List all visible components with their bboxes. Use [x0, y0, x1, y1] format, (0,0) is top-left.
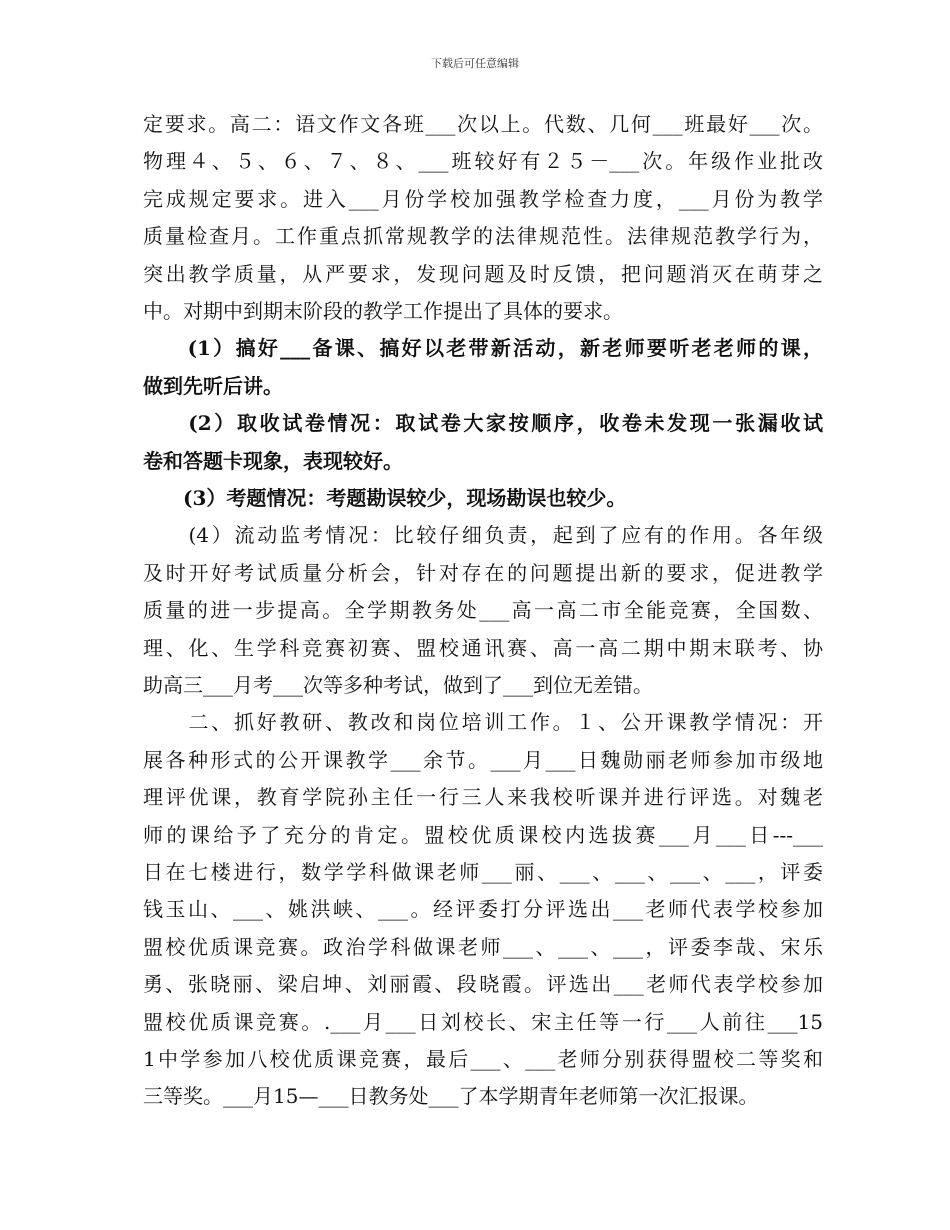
- text-line: 展各种形式的公开课教学___余节。___月___日魏勋丽老师参加市级地: [143, 747, 823, 772]
- text-line: 师的课给予了充分的肯定。盟校优质课校内选拔赛___月___日---___: [143, 822, 823, 847]
- text-line: 定要求。高二：语文作文各班___次以上。代数、几何___班最好___次。: [143, 112, 823, 136]
- text-line: 盟校优质课竞赛。.___月___日刘校长、宋主任等一行___人前往___15: [143, 1009, 823, 1034]
- text-line: 中。对期中到期末阶段的教学工作提出了具体的要求。: [143, 299, 623, 323]
- text-line: 完成规定要求。进入___月份学校加强教学检查力度，___月份为教学: [143, 186, 823, 211]
- text-line: (3）考题情况：考题勘误较少，现场勘误也较少。: [143, 486, 627, 510]
- page-header: 下载后可任意编辑: [431, 57, 519, 70]
- text-line: 三等奖。___月15—___日教务处___了本学期青年老师第一次汇报课。: [143, 1084, 759, 1109]
- text-line: 日在七楼进行，数学学科做课老师___丽、___、___、___、___，评委: [143, 860, 823, 884]
- text-line: 助高三___月考___次等多种考试，做到了___到位无差错。: [143, 673, 653, 697]
- text-line: 质量检查月。工作重点抓常规教学的法律规范性。法律规范教学行为，: [143, 224, 823, 249]
- text-line: (1）搞好___备课、搞好以老带新活动，新老师要听老老师的课，: [143, 336, 823, 361]
- text-line: 二、抓好教研、教改和岗位培训工作。１、公开课教学情况：开: [143, 710, 823, 735]
- text-line: 突出教学质量，从严要求，发现问题及时反馈，把问题消灭在萌芽之: [143, 261, 823, 286]
- text-line: 1中学参加八校优质课竞赛，最后___、___老师分别获得盟校二等奖和: [143, 1047, 823, 1071]
- text-line: 钱玉山、___、姚洪峡、___。经评委打分评选出___老师代表学校参加: [143, 897, 823, 922]
- text-line: 质量的进一步提高。全学期教务处___高一高二市全能竞赛，全国数、: [143, 598, 823, 623]
- text-line: 卷和答题卡现象，表现较好。: [143, 448, 403, 473]
- text-line: 物理４、５、６、７、８、___班较好有２５－___次。年级作业批改: [143, 149, 823, 174]
- text-line: (2）取收试卷情况：取试卷大家按顺序，收卷未发现一张漏收试: [143, 411, 823, 436]
- text-line: 及时开好考试质量分析会，针对存在的问题提出新的要求，促进教学: [143, 560, 823, 585]
- text-line: 盟校优质课竞赛。政治学科做课老师___、___、___，评委李哉、宋乐: [143, 934, 823, 959]
- text-line: 做到先听后讲。: [143, 373, 283, 398]
- text-line: 勇、张晓丽、梁启坤、刘丽霞、段晓霞。评选出___老师代表学校参加: [143, 972, 823, 997]
- text-line: 理评优课，教育学院孙主任一行三人来我校听课并进行评选。对魏老: [143, 785, 823, 810]
- text-line: (4）流动监考情况：比较仔细负责，起到了应有的作用。各年级: [143, 523, 823, 548]
- text-line: 理、化、生学科竞赛初赛、盟校通讯赛、高一高二期中期末联考、协: [143, 635, 823, 660]
